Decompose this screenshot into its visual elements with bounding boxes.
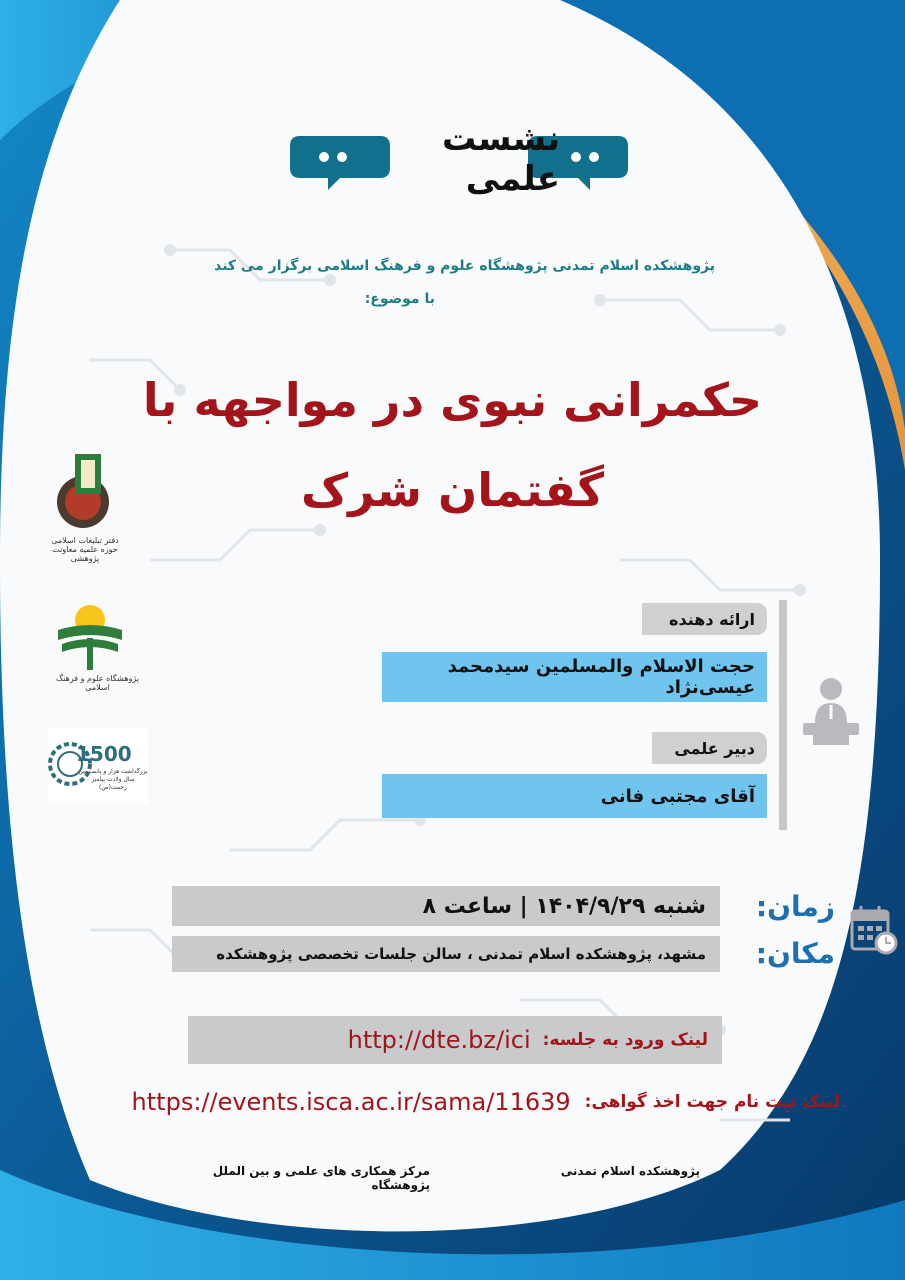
footer-left: مرکز همکاری های علمی و بین الملل پژوهشگاه bbox=[212, 1164, 430, 1192]
time-value: شنبه ۱۴۰۴/۹/۲۹ | ساعت ۸ bbox=[422, 893, 706, 919]
speaker-divider bbox=[779, 600, 787, 830]
secretary-name: آقای مجتبی فانی bbox=[382, 774, 767, 818]
time-bar bbox=[172, 886, 720, 926]
logo1-caption: دفتر تبلیغات اسلامی حوزه علمیه معاونت پژوهشی bbox=[51, 536, 119, 563]
organizer-line: پژوهشکده اسلام تمدنی پژوهشگاه علوم و فرهنگ اسلامی برگزار می کند bbox=[214, 258, 715, 274]
session-link-url[interactable]: http://dte.bz/ici bbox=[347, 1026, 531, 1054]
logo-1500 bbox=[48, 728, 148, 803]
calendar-clock-icon bbox=[850, 903, 898, 957]
speaker-podium-icon bbox=[795, 675, 867, 747]
place-value: مشهد، پژوهشکده اسلام تمدنی ، سالن جلسات تخصصی پژوهشکده bbox=[216, 945, 706, 963]
presenter-label: ارائه دهنده bbox=[642, 603, 767, 635]
isca-emblem-icon bbox=[50, 600, 130, 670]
register-link-label: لینک ثبت نام جهت اخذ گواهی: bbox=[584, 1092, 840, 1112]
logo3-caption: بزرگداشت هزار و پانصدمین سال ولادت پیامبر رحمت(ص) bbox=[78, 768, 148, 791]
event-type-title: نشست علمی bbox=[442, 119, 560, 199]
session-link-bar bbox=[188, 1016, 722, 1064]
footer-right: پژوهشکده اسلام تمدنی bbox=[560, 1164, 700, 1178]
logo2-caption: پژوهشگاه علوم و فرهنگ اسلامی bbox=[56, 674, 139, 692]
logo-tablighat bbox=[45, 452, 125, 562]
place-label: مکان: bbox=[755, 937, 835, 970]
presenter-name: حجت الاسلام والمسلمین سیدمحمد عیسی‌نژاد bbox=[382, 652, 767, 702]
event-title-line2: گفتمان شرک bbox=[301, 463, 604, 517]
topic-prefix: با موضوع: bbox=[364, 291, 435, 307]
register-link-url[interactable]: https://events.isca.ac.ir/sama/11639 bbox=[131, 1088, 571, 1116]
secretary-label: دبیر علمی bbox=[652, 732, 767, 764]
session-link-label: لینک ورود به جلسه: bbox=[542, 1030, 708, 1050]
register-link-row bbox=[80, 1084, 840, 1120]
place-bar bbox=[172, 936, 720, 972]
event-title-line1: حکمرانی نبوی در مواجهه با bbox=[142, 373, 763, 427]
logo3-number: 1500 bbox=[76, 742, 132, 766]
time-label: زمان: bbox=[755, 890, 835, 923]
tablighat-emblem-icon bbox=[45, 452, 125, 532]
logo-isca bbox=[45, 600, 150, 700]
